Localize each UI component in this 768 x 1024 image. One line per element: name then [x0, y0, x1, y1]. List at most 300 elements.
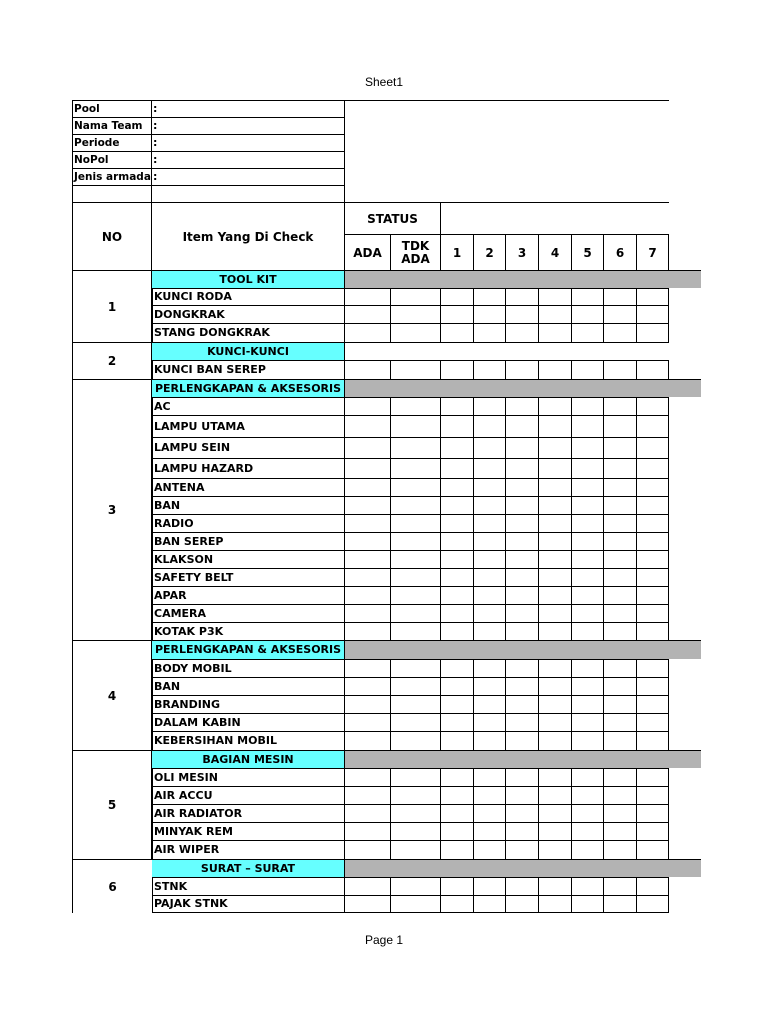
day-4-cell[interactable]: [539, 478, 572, 496]
day-4-cell[interactable]: [539, 804, 572, 822]
status-ada-cell[interactable]: [345, 768, 391, 786]
item-label: KLAKSON: [152, 550, 345, 568]
status-ada-cell[interactable]: [345, 360, 391, 379]
day-3-cell[interactable]: [506, 786, 539, 804]
day-2-cell[interactable]: [474, 437, 506, 458]
day-6-cell[interactable]: [604, 586, 637, 604]
day-7-cell[interactable]: [637, 786, 669, 804]
day-2-cell[interactable]: [474, 305, 506, 323]
day-5-cell[interactable]: [572, 514, 604, 532]
info-value-nama-team[interactable]: :: [152, 117, 345, 134]
item-label: CAMERA: [152, 604, 345, 622]
status-ada-cell[interactable]: [345, 305, 391, 323]
day-1-cell[interactable]: [441, 288, 474, 305]
day-4-cell[interactable]: [539, 437, 572, 458]
day-5-cell[interactable]: [572, 397, 604, 415]
day-7-cell[interactable]: [637, 437, 669, 458]
status-ada-cell[interactable]: [345, 895, 391, 913]
day-2-cell[interactable]: [474, 804, 506, 822]
status-ada-cell[interactable]: [345, 604, 391, 622]
day-3-cell[interactable]: [506, 586, 539, 604]
item-label: RADIO: [152, 514, 345, 532]
day-5-cell[interactable]: [572, 731, 604, 750]
day-7-cell[interactable]: [637, 550, 669, 568]
day-1-cell[interactable]: [441, 397, 474, 415]
day-4-cell[interactable]: [539, 323, 572, 342]
day-2-cell[interactable]: [474, 532, 506, 550]
day-3-cell[interactable]: [506, 496, 539, 514]
day-1-cell[interactable]: [441, 895, 474, 913]
section-no-6: 6: [72, 859, 152, 913]
day-7-cell[interactable]: [637, 478, 669, 496]
day-2-cell[interactable]: [474, 822, 506, 840]
item-label: LAMPU SEIN: [152, 437, 345, 458]
item-label: KUNCI RODA: [152, 288, 345, 305]
status-tdk-ada-cell[interactable]: [391, 568, 441, 586]
day-1-cell[interactable]: [441, 550, 474, 568]
day-2-cell[interactable]: [474, 397, 506, 415]
day-7-cell[interactable]: [637, 323, 669, 342]
day-4-cell[interactable]: [539, 786, 572, 804]
day-1-cell[interactable]: [441, 514, 474, 532]
status-tdk-ada-cell[interactable]: [391, 550, 441, 568]
day-2-cell[interactable]: [474, 695, 506, 713]
day-1-cell[interactable]: [441, 768, 474, 786]
day-1-cell[interactable]: [441, 586, 474, 604]
item-label: STNK: [152, 877, 345, 895]
day-3-cell[interactable]: [506, 768, 539, 786]
day-1-cell[interactable]: [441, 731, 474, 750]
day-4-cell[interactable]: [539, 397, 572, 415]
day-5-cell[interactable]: [572, 786, 604, 804]
status-ada-cell[interactable]: [345, 659, 391, 677]
status-ada-cell[interactable]: [345, 288, 391, 305]
day-7-cell[interactable]: [637, 840, 669, 859]
header-ada: ADA: [345, 234, 391, 270]
day-4-cell[interactable]: [539, 695, 572, 713]
header-day-1: 1: [441, 234, 474, 270]
day-7-cell[interactable]: [637, 288, 669, 305]
day-2-cell[interactable]: [474, 496, 506, 514]
item-label: BRANDING: [152, 695, 345, 713]
day-3-cell[interactable]: [506, 305, 539, 323]
day-3-cell[interactable]: [506, 713, 539, 731]
day-2-cell[interactable]: [474, 877, 506, 895]
day-6-cell[interactable]: [604, 840, 637, 859]
day-6-cell[interactable]: [604, 397, 637, 415]
day-6-cell[interactable]: [604, 786, 637, 804]
day-2-cell[interactable]: [474, 288, 506, 305]
status-ada-cell[interactable]: [345, 713, 391, 731]
day-5-cell[interactable]: [572, 768, 604, 786]
day-5-cell[interactable]: [572, 622, 604, 640]
day-3-cell[interactable]: [506, 532, 539, 550]
day-7-cell[interactable]: [637, 822, 669, 840]
day-3-cell[interactable]: [506, 288, 539, 305]
day-1-cell[interactable]: [441, 478, 474, 496]
day-2-cell[interactable]: [474, 604, 506, 622]
day-4-cell[interactable]: [539, 677, 572, 695]
day-6-cell[interactable]: [604, 532, 637, 550]
day-1-cell[interactable]: [441, 360, 474, 379]
day-7-cell[interactable]: [637, 731, 669, 750]
day-1-cell[interactable]: [441, 496, 474, 514]
day-5-cell[interactable]: [572, 437, 604, 458]
day-4-cell[interactable]: [539, 568, 572, 586]
day-1-cell[interactable]: [441, 604, 474, 622]
day-4-cell[interactable]: [539, 415, 572, 437]
day-3-cell[interactable]: [506, 804, 539, 822]
day-2-cell[interactable]: [474, 713, 506, 731]
day-5-cell[interactable]: [572, 288, 604, 305]
info-right-area: [345, 100, 669, 202]
item-label: MINYAK REM: [152, 822, 345, 840]
status-ada-cell[interactable]: [345, 397, 391, 415]
day-3-cell[interactable]: [506, 622, 539, 640]
day-2-cell[interactable]: [474, 478, 506, 496]
day-6-cell[interactable]: [604, 895, 637, 913]
sheet-title: Sheet1: [364, 75, 404, 89]
day-4-cell[interactable]: [539, 586, 572, 604]
day-7-cell[interactable]: [637, 713, 669, 731]
status-tdk-ada-cell[interactable]: [391, 604, 441, 622]
day-4-cell[interactable]: [539, 659, 572, 677]
day-3-cell[interactable]: [506, 323, 539, 342]
item-label: DALAM KABIN: [152, 713, 345, 731]
day-3-cell[interactable]: [506, 604, 539, 622]
day-3-cell[interactable]: [506, 822, 539, 840]
day-2-cell[interactable]: [474, 622, 506, 640]
status-ada-cell[interactable]: [345, 586, 391, 604]
day-6-cell[interactable]: [604, 305, 637, 323]
day-1-cell[interactable]: [441, 305, 474, 323]
section-header-5: BAGIAN MESIN: [152, 750, 345, 768]
header-tdk-ada-line2: ADA: [401, 251, 430, 266]
day-4-cell[interactable]: [539, 496, 572, 514]
day-3-cell[interactable]: [506, 514, 539, 532]
day-4-cell[interactable]: [539, 532, 572, 550]
info-label-pool: Pool: [72, 100, 152, 117]
item-label: KOTAK P3K: [152, 622, 345, 640]
day-3-cell[interactable]: [506, 415, 539, 437]
day-2-cell[interactable]: [474, 677, 506, 695]
status-ada-cell[interactable]: [345, 514, 391, 532]
status-ada-cell[interactable]: [345, 731, 391, 750]
day-7-cell[interactable]: [637, 659, 669, 677]
day-5-cell[interactable]: [572, 877, 604, 895]
section-header-2: KUNCI-KUNCI: [152, 342, 345, 360]
status-tdk-ada-cell[interactable]: [391, 895, 441, 913]
info-value-periode[interactable]: :: [152, 134, 345, 151]
day-6-cell[interactable]: [604, 437, 637, 458]
day-4-cell[interactable]: [539, 604, 572, 622]
status-tdk-ada-cell[interactable]: [391, 768, 441, 786]
day-2-cell[interactable]: [474, 731, 506, 750]
info-blank-value: [152, 185, 345, 202]
day-6-cell[interactable]: [604, 822, 637, 840]
day-7-cell[interactable]: [637, 305, 669, 323]
day-7-cell[interactable]: [637, 397, 669, 415]
status-ada-cell[interactable]: [345, 786, 391, 804]
status-tdk-ada-cell[interactable]: [391, 786, 441, 804]
day-4-cell[interactable]: [539, 622, 572, 640]
header-day-3: 3: [506, 234, 539, 270]
status-ada-cell[interactable]: [345, 496, 391, 514]
status-ada-cell[interactable]: [345, 568, 391, 586]
day-4-cell[interactable]: [539, 458, 572, 478]
day-6-cell[interactable]: [604, 360, 637, 379]
day-3-cell[interactable]: [506, 840, 539, 859]
day-5-cell[interactable]: [572, 360, 604, 379]
status-ada-cell[interactable]: [345, 877, 391, 895]
day-3-cell[interactable]: [506, 659, 539, 677]
day-1-cell[interactable]: [441, 840, 474, 859]
status-tdk-ada-cell[interactable]: [391, 713, 441, 731]
day-6-cell[interactable]: [604, 659, 637, 677]
day-4-cell[interactable]: [539, 360, 572, 379]
day-6-cell[interactable]: [604, 677, 637, 695]
day-1-cell[interactable]: [441, 532, 474, 550]
header-item: Item Yang Di Check: [152, 202, 345, 270]
day-5-cell[interactable]: [572, 895, 604, 913]
section-gray-bar-6: [345, 859, 701, 877]
day-1-cell[interactable]: [441, 622, 474, 640]
day-3-cell[interactable]: [506, 895, 539, 913]
day-1-cell[interactable]: [441, 568, 474, 586]
status-tdk-ada-cell[interactable]: [391, 288, 441, 305]
day-6-cell[interactable]: [604, 713, 637, 731]
status-tdk-ada-cell[interactable]: [391, 695, 441, 713]
day-5-cell[interactable]: [572, 604, 604, 622]
day-7-cell[interactable]: [637, 895, 669, 913]
day-4-cell[interactable]: [539, 895, 572, 913]
day-4-cell[interactable]: [539, 550, 572, 568]
status-ada-cell[interactable]: [345, 804, 391, 822]
day-4-cell[interactable]: [539, 877, 572, 895]
day-3-cell[interactable]: [506, 550, 539, 568]
status-tdk-ada-cell[interactable]: [391, 877, 441, 895]
status-tdk-ada-cell[interactable]: [391, 323, 441, 342]
day-3-cell[interactable]: [506, 437, 539, 458]
status-tdk-ada-cell[interactable]: [391, 586, 441, 604]
day-1-cell[interactable]: [441, 437, 474, 458]
status-ada-cell[interactable]: [345, 550, 391, 568]
day-3-cell[interactable]: [506, 731, 539, 750]
day-7-cell[interactable]: [637, 496, 669, 514]
day-7-cell[interactable]: [637, 677, 669, 695]
day-1-cell[interactable]: [441, 695, 474, 713]
status-tdk-ada-cell[interactable]: [391, 415, 441, 437]
day-5-cell[interactable]: [572, 659, 604, 677]
day-7-cell[interactable]: [637, 568, 669, 586]
day-5-cell[interactable]: [572, 550, 604, 568]
day-6-cell[interactable]: [604, 288, 637, 305]
status-tdk-ada-cell[interactable]: [391, 804, 441, 822]
section-no-3: 3: [72, 379, 152, 640]
status-ada-cell[interactable]: [345, 532, 391, 550]
info-label-periode: Periode: [72, 134, 152, 151]
day-3-cell[interactable]: [506, 458, 539, 478]
day-5-cell[interactable]: [572, 496, 604, 514]
day-6-cell[interactable]: [604, 695, 637, 713]
day-4-cell[interactable]: [539, 840, 572, 859]
day-1-cell[interactable]: [441, 659, 474, 677]
day-4-cell[interactable]: [539, 822, 572, 840]
status-tdk-ada-cell[interactable]: [391, 659, 441, 677]
status-ada-cell[interactable]: [345, 695, 391, 713]
day-1-cell[interactable]: [441, 415, 474, 437]
day-6-cell[interactable]: [604, 804, 637, 822]
header-day-4: 4: [539, 234, 572, 270]
day-2-cell[interactable]: [474, 550, 506, 568]
header-tdk-ada: [391, 234, 441, 270]
status-ada-cell[interactable]: [345, 458, 391, 478]
day-7-cell[interactable]: [637, 804, 669, 822]
day-2-cell[interactable]: [474, 586, 506, 604]
day-5-cell[interactable]: [572, 415, 604, 437]
status-tdk-ada-cell[interactable]: [391, 677, 441, 695]
day-3-cell[interactable]: [506, 360, 539, 379]
day-7-cell[interactable]: [637, 695, 669, 713]
day-6-cell[interactable]: [604, 478, 637, 496]
section-header-right-2: [345, 342, 669, 360]
day-2-cell[interactable]: [474, 840, 506, 859]
day-7-cell[interactable]: [637, 604, 669, 622]
day-7-cell[interactable]: [637, 360, 669, 379]
day-7-cell[interactable]: [637, 768, 669, 786]
day-4-cell[interactable]: [539, 305, 572, 323]
day-7-cell[interactable]: [637, 415, 669, 437]
day-2-cell[interactable]: [474, 458, 506, 478]
day-5-cell[interactable]: [572, 568, 604, 586]
day-4-cell[interactable]: [539, 731, 572, 750]
day-4-cell[interactable]: [539, 288, 572, 305]
status-ada-cell[interactable]: [345, 822, 391, 840]
day-1-cell[interactable]: [441, 822, 474, 840]
day-7-cell[interactable]: [637, 877, 669, 895]
status-tdk-ada-cell[interactable]: [391, 437, 441, 458]
day-2-cell[interactable]: [474, 786, 506, 804]
day-1-cell[interactable]: [441, 458, 474, 478]
section-gray-bar-3: [345, 379, 701, 397]
status-tdk-ada-cell[interactable]: [391, 840, 441, 859]
day-7-cell[interactable]: [637, 532, 669, 550]
day-7-cell[interactable]: [637, 622, 669, 640]
day-1-cell[interactable]: [441, 323, 474, 342]
day-6-cell[interactable]: [604, 550, 637, 568]
status-ada-cell[interactable]: [345, 622, 391, 640]
day-6-cell[interactable]: [604, 568, 637, 586]
status-tdk-ada-cell[interactable]: [391, 496, 441, 514]
status-tdk-ada-cell[interactable]: [391, 514, 441, 532]
status-tdk-ada-cell[interactable]: [391, 622, 441, 640]
day-6-cell[interactable]: [604, 458, 637, 478]
info-label-nopol: NoPol: [72, 151, 152, 168]
day-5-cell[interactable]: [572, 840, 604, 859]
day-2-cell[interactable]: [474, 323, 506, 342]
item-label: AIR ACCU: [152, 786, 345, 804]
day-5-cell[interactable]: [572, 713, 604, 731]
status-ada-cell[interactable]: [345, 840, 391, 859]
day-6-cell[interactable]: [604, 323, 637, 342]
status-ada-cell[interactable]: [345, 437, 391, 458]
day-2-cell[interactable]: [474, 768, 506, 786]
day-6-cell[interactable]: [604, 768, 637, 786]
day-5-cell[interactable]: [572, 305, 604, 323]
day-6-cell[interactable]: [604, 731, 637, 750]
status-tdk-ada-cell[interactable]: [391, 822, 441, 840]
info-value-jenis-armada[interactable]: :: [152, 168, 345, 185]
header-status: STATUS: [345, 202, 441, 234]
status-ada-cell[interactable]: [345, 478, 391, 496]
day-2-cell[interactable]: [474, 568, 506, 586]
day-2-cell[interactable]: [474, 895, 506, 913]
day-6-cell[interactable]: [604, 415, 637, 437]
day-3-cell[interactable]: [506, 568, 539, 586]
status-tdk-ada-cell[interactable]: [391, 305, 441, 323]
day-1-cell[interactable]: [441, 677, 474, 695]
day-5-cell[interactable]: [572, 586, 604, 604]
day-4-cell[interactable]: [539, 514, 572, 532]
day-6-cell[interactable]: [604, 496, 637, 514]
day-2-cell[interactable]: [474, 659, 506, 677]
status-tdk-ada-cell[interactable]: [391, 731, 441, 750]
status-tdk-ada-cell[interactable]: [391, 360, 441, 379]
day-1-cell[interactable]: [441, 804, 474, 822]
item-label: LAMPU UTAMA: [152, 415, 345, 437]
day-7-cell[interactable]: [637, 514, 669, 532]
day-2-cell[interactable]: [474, 360, 506, 379]
info-value-pool[interactable]: :: [152, 100, 345, 117]
day-6-cell[interactable]: [604, 604, 637, 622]
day-4-cell[interactable]: [539, 768, 572, 786]
day-3-cell[interactable]: [506, 397, 539, 415]
status-ada-cell[interactable]: [345, 323, 391, 342]
status-tdk-ada-cell[interactable]: [391, 397, 441, 415]
day-6-cell[interactable]: [604, 877, 637, 895]
status-tdk-ada-cell[interactable]: [391, 478, 441, 496]
day-5-cell[interactable]: [572, 478, 604, 496]
day-5-cell[interactable]: [572, 822, 604, 840]
day-5-cell[interactable]: [572, 323, 604, 342]
day-3-cell[interactable]: [506, 677, 539, 695]
day-7-cell[interactable]: [637, 586, 669, 604]
day-2-cell[interactable]: [474, 514, 506, 532]
day-7-cell[interactable]: [637, 458, 669, 478]
info-value-nopol[interactable]: :: [152, 151, 345, 168]
day-2-cell[interactable]: [474, 415, 506, 437]
status-ada-cell[interactable]: [345, 415, 391, 437]
day-6-cell[interactable]: [604, 622, 637, 640]
day-5-cell[interactable]: [572, 804, 604, 822]
section-header-3: PERLENGKAPAN & AKSESORIS: [152, 379, 345, 397]
status-ada-cell[interactable]: [345, 677, 391, 695]
day-5-cell[interactable]: [572, 677, 604, 695]
day-5-cell[interactable]: [572, 695, 604, 713]
day-1-cell[interactable]: [441, 786, 474, 804]
day-5-cell[interactable]: [572, 532, 604, 550]
day-4-cell[interactable]: [539, 713, 572, 731]
day-1-cell[interactable]: [441, 713, 474, 731]
status-tdk-ada-cell[interactable]: [391, 532, 441, 550]
day-3-cell[interactable]: [506, 695, 539, 713]
status-tdk-ada-cell[interactable]: [391, 458, 441, 478]
day-3-cell[interactable]: [506, 478, 539, 496]
day-5-cell[interactable]: [572, 458, 604, 478]
day-1-cell[interactable]: [441, 877, 474, 895]
day-3-cell[interactable]: [506, 877, 539, 895]
day-6-cell[interactable]: [604, 514, 637, 532]
